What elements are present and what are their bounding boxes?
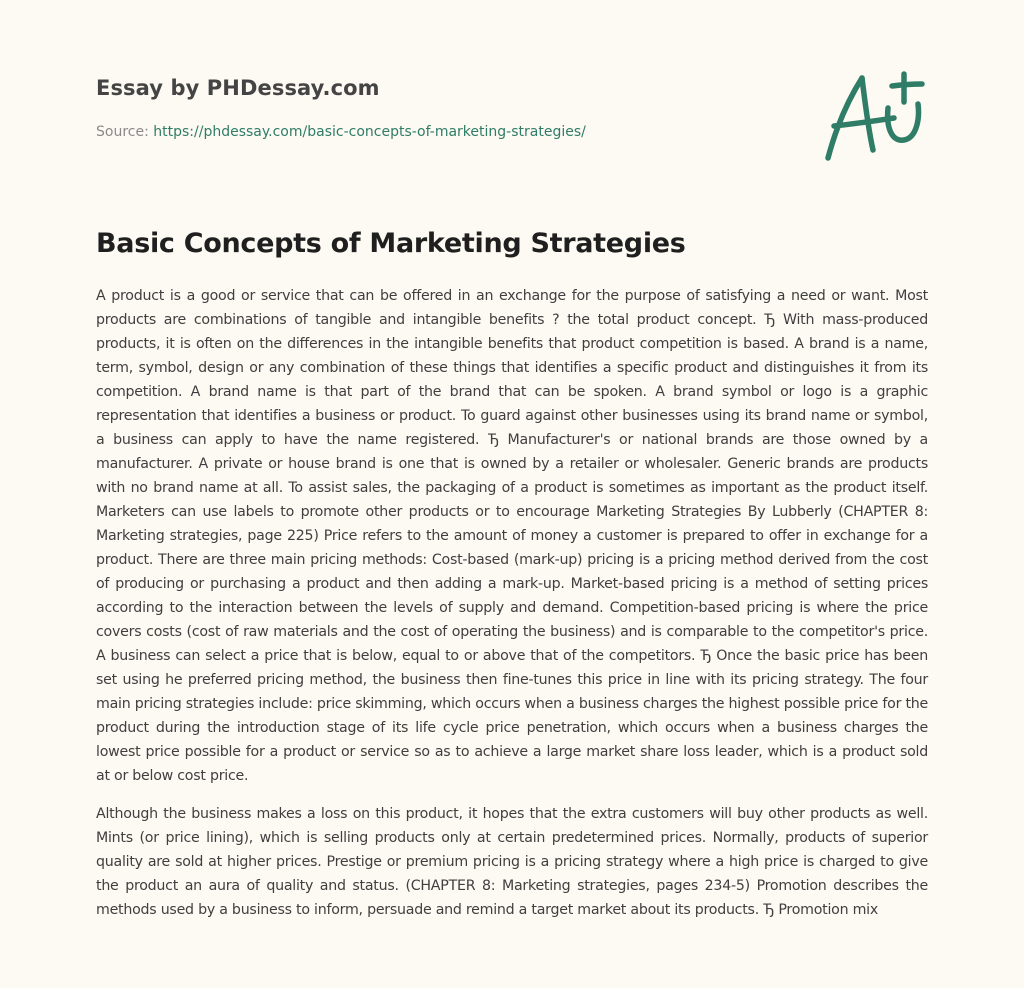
essay-body	[96, 284, 928, 936]
site-title: Essay by PHDessay.com	[96, 76, 380, 100]
essay-paragraph: A product is a good or service that can be offered in an exchange for the purpose of satisfying a need or want. Most products are combinations of tangible and intangible benefits ? the total product concept. Ђ With mass-produced products, it is often on the differences in the intangible benefits that product competition is based. A brand is a name, term, symbol, design or any combination of these things that identifies a specific product and distinguishes it from its competition. A brand name is that part of the brand that can be spoken. A brand symbol or logo is a graphic representation that identifies a business or product. To guard against other businesses using its brand name or symbol, a business can apply to have the name registered. Ђ Manufacturer's or national brands are those owned by a manufacturer. A private or house brand is one that is owned by a retailer or wholesaler. Generic brands are products with no brand name at all. To assist sales, the packaging of a product is sometimes as important as the product itself. Marketers can use labels to promote other products or to encourage Marketing Strategies By Lubberly (CHAPTER 8: Marketing strategies, page 225) Price refers to the amount of money a customer is prepared to offer in exchange for a product. There are three main pricing methods: Cost-based (mark-up) pricing is a pricing method derived from the cost of producing or purchasing a product and then adding a mark-up. Market-based pricing is a method of setting prices according to the interaction between the levels of supply and demand. Competition-based pricing is where the price covers costs (cost of raw materials and the cost of operating the business) and is comparable to the competitor's price. A business can select a price that is below, equal to or above that of the competitors. Ђ Once the basic price has been set using he preferred pricing method, the business then fine-tunes this price in line with its pricing strategy. The four main pricing strategies include: price skimming, which occurs when a business charges the highest possible price for the product during the introduction stage of its life cycle price penetration, which occurs when a business charges the lowest price possible for a product or service so as to achieve a large market share loss leader, which is a product sold at or below cost price.	[96, 288, 928, 784]
essay-paragraph: Although the business makes a loss on this product, it hopes that the extra customers will buy other products as well. Mints (or price lining), which is selling products only at certain predetermined prices. Normally, products of superior quality are sold at higher prices. Prestige or premium pricing is a pricing strategy where a high price is charged to give the product an aura of quality and status. (CHAPTER 8: Marketing strategies, pages 234-5) Promotion describes the methods used by a business to inform, persuade and remind a target market about its products. Ђ Promotion mix	[96, 806, 928, 918]
source-label: Source:	[96, 124, 149, 140]
essay-title: Basic Concepts of Marketing Strategies	[96, 228, 686, 259]
source-line	[96, 124, 586, 140]
a-plus-grade-icon	[818, 66, 930, 166]
source-link[interactable]: https://phdessay.com/basic-concepts-of-marketing-strategies/	[153, 124, 586, 140]
